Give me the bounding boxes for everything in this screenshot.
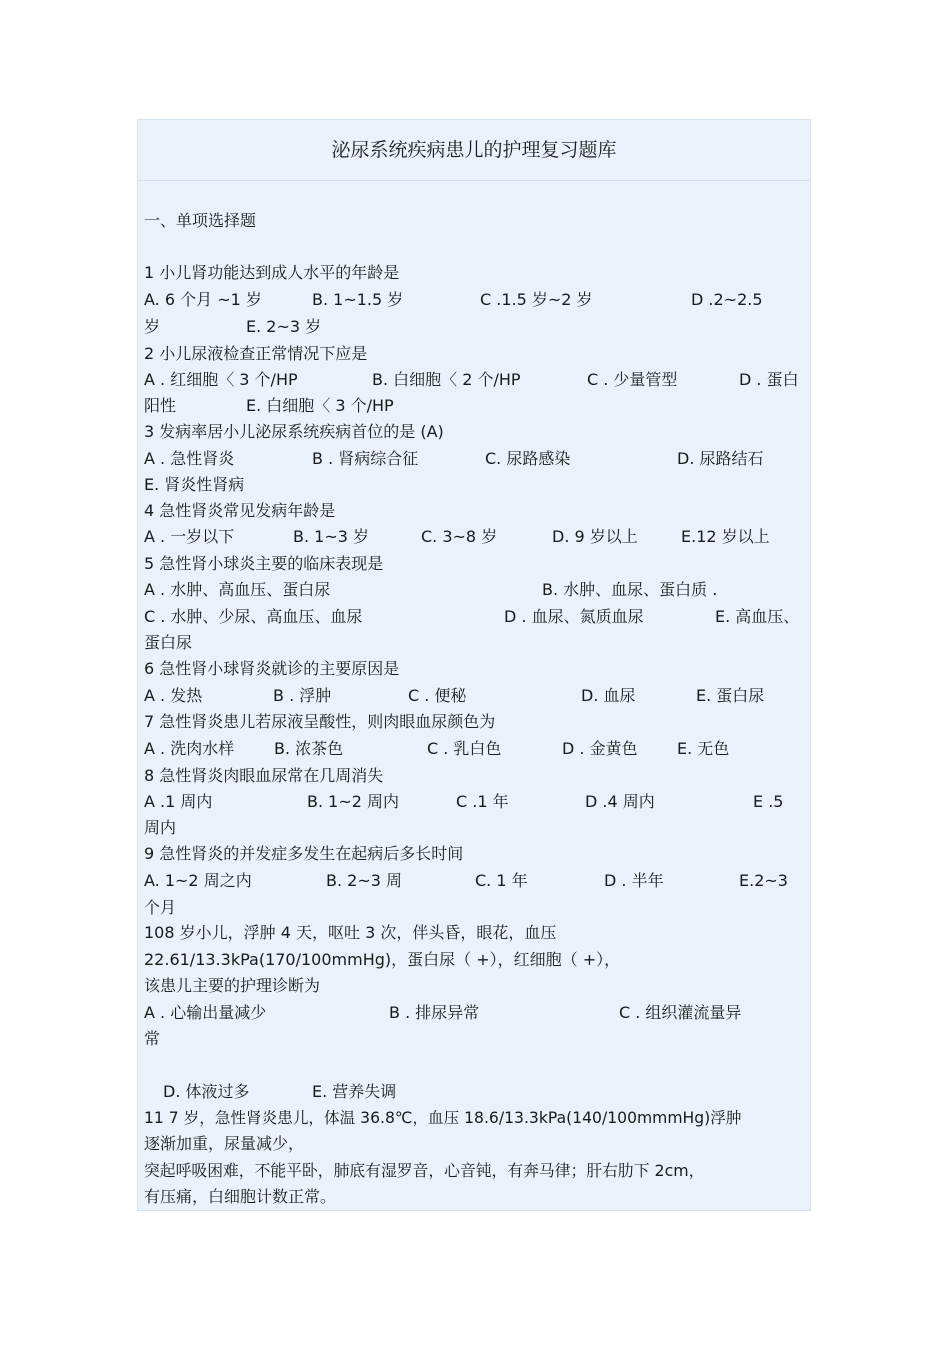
- q9-option-a: A. 1~2 周之内: [144, 871, 252, 890]
- q10-option-a: A . 心输出量减少: [144, 1003, 267, 1022]
- q8-option-a: A .1 周内: [144, 792, 213, 811]
- q8-option-e-cont: 周内: [144, 818, 177, 837]
- q6-option-d: D. 血尿: [581, 686, 636, 705]
- question-10-stem-line3: 该患儿主要的护理诊断为: [144, 976, 321, 995]
- question-5-stem: 5 急性肾小球炎主要的临床表现是: [144, 554, 384, 573]
- question-1-stem: 1 小儿肾功能达到成人水平的年龄是: [144, 263, 400, 282]
- q8-option-d: D .4 周内: [585, 792, 655, 811]
- q5-option-a: A . 水肿、高血压、蛋白尿: [144, 580, 331, 599]
- q9-option-b: B. 2~3 周: [326, 871, 403, 890]
- q5-option-d: D . 血尿、氮质血尿: [504, 607, 644, 626]
- q1-option-d: D .2~2.5: [691, 290, 763, 309]
- q2-option-e: E. 白细胞〈 3 个/HP: [246, 396, 394, 415]
- question-3-stem: 3 发病率居小儿泌尿系统疾病首位的是 (A): [144, 422, 444, 441]
- q10-option-c-cont: 常: [144, 1029, 161, 1048]
- q1-option-a: A. 6 个月 ~1 岁: [144, 290, 262, 309]
- question-11-stem-line2: 逐渐加重，尿量减少，: [144, 1134, 305, 1153]
- q1-option-d-cont: 岁: [144, 317, 161, 336]
- q7-option-e: E. 无色: [677, 739, 730, 758]
- q3-option-e: E. 肾炎性肾病: [144, 475, 245, 494]
- question-9-stem: 9 急性肾炎的并发症多发生在起病后多长时间: [144, 844, 464, 863]
- title-bar: [138, 120, 810, 181]
- q5-option-e-cont: 蛋白尿: [144, 633, 193, 652]
- q9-option-c: C. 1 年: [475, 871, 528, 890]
- q8-option-e: E .5: [753, 792, 784, 811]
- question-4-stem: 4 急性肾炎常见发病年龄是: [144, 501, 336, 520]
- q4-option-d: D. 9 岁以上: [552, 527, 638, 546]
- q4-option-a: A . 一岁以下: [144, 527, 235, 546]
- section-heading: 一、单项选择题: [144, 211, 257, 230]
- q7-option-b: B. 浓茶色: [274, 739, 344, 758]
- question-10-stem-line2: 22.61/13.3kPa(170/100mmHg)，蛋白尿（ +），红细胞（ +），: [144, 950, 621, 969]
- question-7-stem: 7 急性肾炎患儿若尿液呈酸性，则肉眼血尿颜色为: [144, 712, 496, 731]
- q5-option-b: B. 水肿、血尿、蛋白质 .: [542, 580, 718, 599]
- question-11-stem-line4: 有压痛，白细胞计数正常。: [144, 1187, 337, 1206]
- q4-option-b: B. 1~3 岁: [293, 527, 370, 546]
- q10-option-d: D. 体液过多: [163, 1082, 250, 1101]
- q2-option-d-cont: 阳性: [144, 396, 177, 415]
- q1-option-e: E. 2~3 岁: [246, 317, 322, 336]
- q4-option-e: E.12 岁以上: [681, 527, 770, 546]
- q3-option-d: D. 尿路结石: [677, 449, 764, 468]
- question-2-stem: 2 小儿尿液检查正常情况下应是: [144, 344, 368, 363]
- q6-option-e: E. 蛋白尿: [696, 686, 765, 705]
- document-panel: [137, 119, 811, 1211]
- q2-option-d: D . 蛋白: [739, 370, 799, 389]
- q10-option-b: B . 排尿异常: [389, 1003, 480, 1022]
- q10-option-c: C . 组织灌流量异: [619, 1003, 742, 1022]
- q3-option-c: C. 尿路感染: [485, 449, 571, 468]
- question-11-stem-line1: 11 7 岁，急性肾炎患儿，体温 36.8℃，血压 18.6/13.3kPa(140/100mmmHg)浮肿: [144, 1109, 742, 1127]
- q6-option-a: A . 发热: [144, 686, 203, 705]
- q7-option-c: C . 乳白色: [427, 739, 502, 758]
- q4-option-c: C. 3~8 岁: [421, 527, 498, 546]
- q9-option-e: E.2~3: [739, 871, 788, 890]
- document-title: 泌尿系统疾病患儿的护理复习题库: [331, 139, 617, 161]
- q2-option-a: A . 红细胞〈 3 个/HP: [144, 370, 298, 389]
- q3-option-a: A . 急性肾炎: [144, 449, 235, 468]
- question-10-stem-line1: 108 岁小儿，浮肿 4 天，呕吐 3 次，伴头昏，眼花，血压: [144, 923, 557, 942]
- q8-option-c: C .1 年: [456, 792, 509, 811]
- question-6-stem: 6 急性肾小球肾炎就诊的主要原因是: [144, 659, 400, 678]
- q7-option-a: A . 洗肉水样: [144, 739, 235, 758]
- q10-option-e: E. 营养失调: [312, 1082, 397, 1101]
- q8-option-b: B. 1~2 周内: [307, 792, 400, 811]
- q7-option-d: D . 金黄色: [562, 739, 638, 758]
- q3-option-b: B . 肾病综合征: [312, 449, 419, 468]
- question-11-stem-line3: 突起呼吸困难，不能平卧，肺底有湿罗音，心音钝，有奔马律；肝右肋下 2cm，: [144, 1161, 705, 1180]
- q6-option-b: B . 浮肿: [273, 686, 332, 705]
- q9-option-d: D . 半年: [604, 871, 664, 890]
- q6-option-c: C . 便秘: [408, 686, 467, 705]
- q5-option-e: E. 高血压、: [715, 607, 800, 626]
- q9-option-e-cont: 个月: [144, 898, 177, 917]
- q1-option-b: B. 1~1.5 岁: [312, 290, 404, 309]
- question-8-stem: 8 急性肾炎肉眼血尿常在几周消失: [144, 766, 384, 785]
- q2-option-c: C . 少量管型: [587, 370, 678, 389]
- q2-option-b: B. 白细胞〈 2 个/HP: [372, 370, 521, 389]
- q5-option-c: C . 水肿、少尿、高血压、血尿: [144, 607, 363, 626]
- q1-option-c: C .1.5 岁~2 岁: [480, 290, 593, 309]
